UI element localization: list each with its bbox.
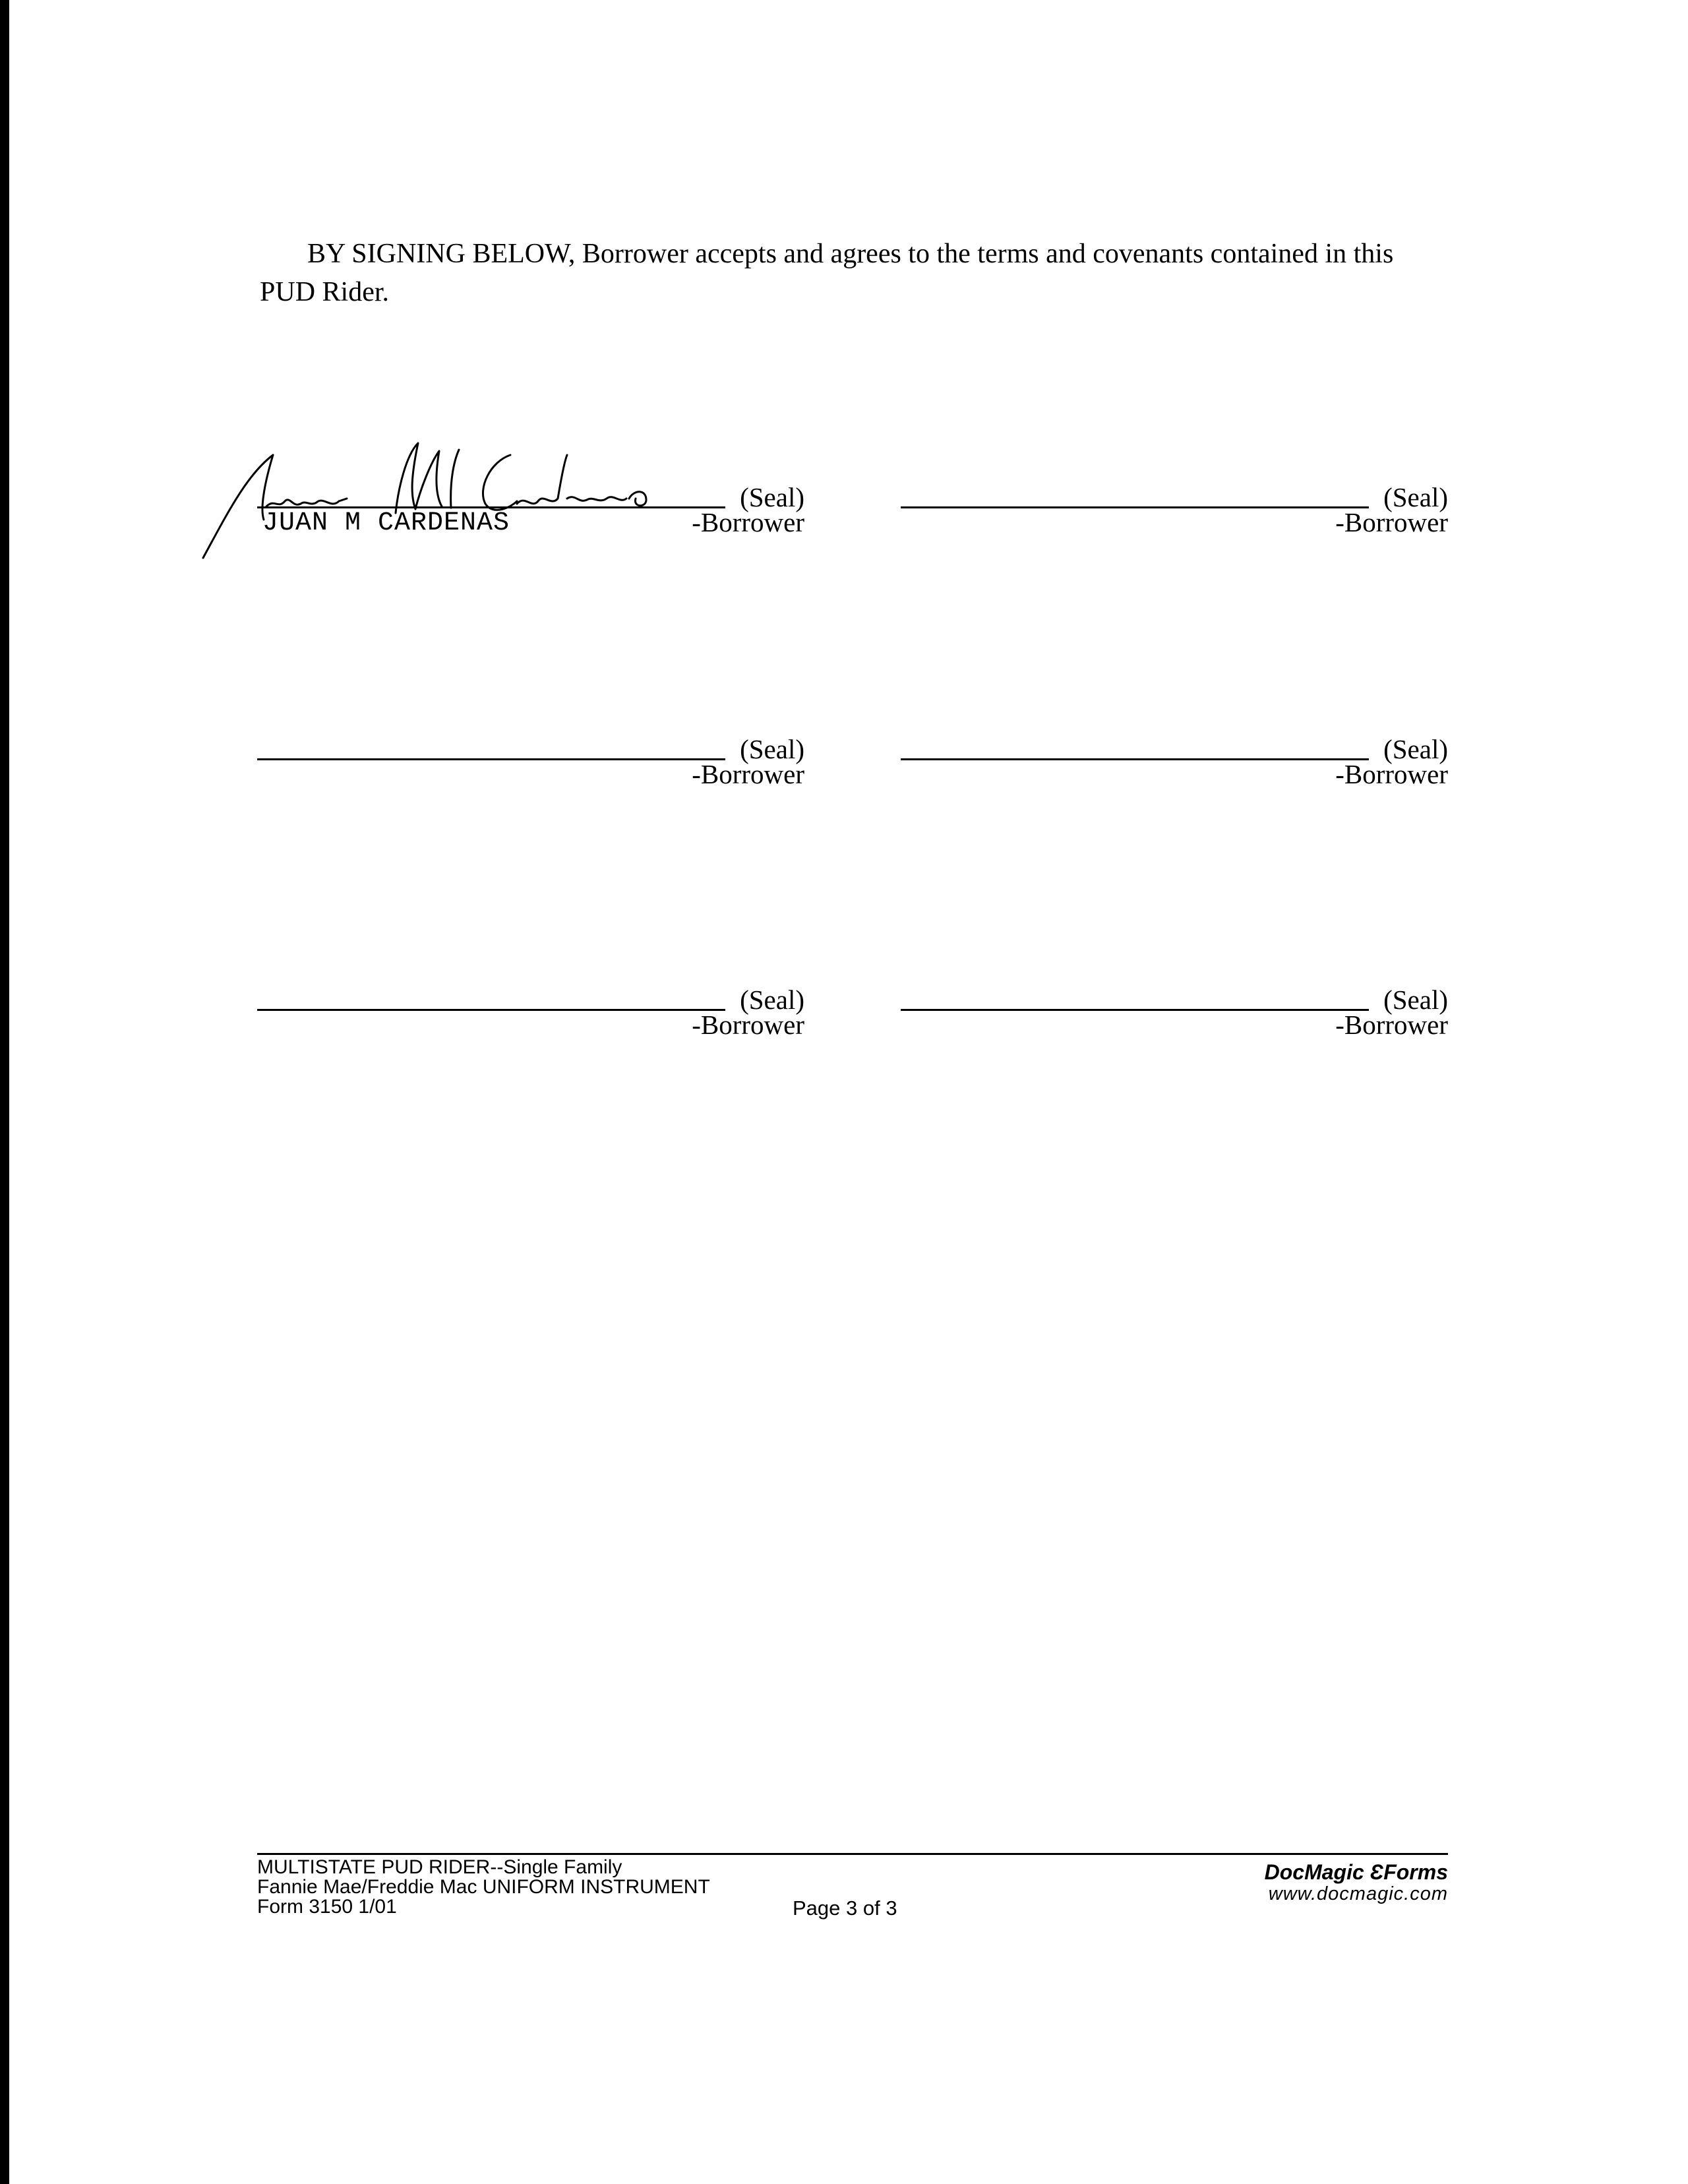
borrower-signature-block-1 [257, 475, 804, 554]
brand-url: www.docmagic.com [1268, 1883, 1448, 1904]
borrower-role-label: -Borrower [692, 759, 804, 789]
brand-name: DocMagic ƐForms [1264, 1860, 1448, 1884]
form-number: Form 3150 1/01 [257, 1896, 397, 1918]
borrower-signature-block-2 [901, 475, 1448, 554]
borrower-signature-block-4 [901, 727, 1448, 806]
seal-label: (Seal) [740, 734, 804, 764]
form-identification [257, 1858, 710, 1917]
form-title: MULTISTATE PUD RIDER--Single Family [257, 1856, 622, 1878]
borrower-role-label: -Borrower [692, 1010, 804, 1040]
seal-label: (Seal) [1383, 482, 1448, 512]
acceptance-statement: BY SIGNING BELOW, Borrower accepts and agrees to the terms and covenants contained in this PUD Rider. [260, 239, 1394, 307]
borrower-signature-block-3 [257, 727, 804, 806]
signature-line [901, 758, 1369, 760]
form-instrument: Fannie Mae/Freddie Mac UNIFORM INSTRUMENT [257, 1876, 710, 1898]
footer-divider [257, 1853, 1448, 1855]
signature-line [257, 1009, 725, 1011]
borrower-role-label: -Borrower [692, 507, 804, 537]
page-number: Page 3 of 3 [793, 1896, 897, 1920]
borrower-role-label: -Borrower [1335, 1010, 1448, 1040]
borrower-signature-block-6 [901, 977, 1448, 1056]
signature-line [257, 758, 725, 760]
signature-line [901, 506, 1369, 508]
borrower-signature-block-5 [257, 977, 804, 1056]
borrower-name: JUAN M CARDENAS [262, 508, 510, 538]
scan-border [0, 0, 9, 2184]
seal-label: (Seal) [740, 985, 804, 1015]
seal-label: (Seal) [740, 482, 804, 512]
borrower-role-label: -Borrower [1335, 507, 1448, 537]
seal-label: (Seal) [1383, 734, 1448, 764]
publisher-brand [1265, 1861, 1448, 1904]
borrower-role-label: -Borrower [1335, 759, 1448, 789]
seal-label: (Seal) [1383, 985, 1448, 1015]
signature-line [901, 1009, 1369, 1011]
